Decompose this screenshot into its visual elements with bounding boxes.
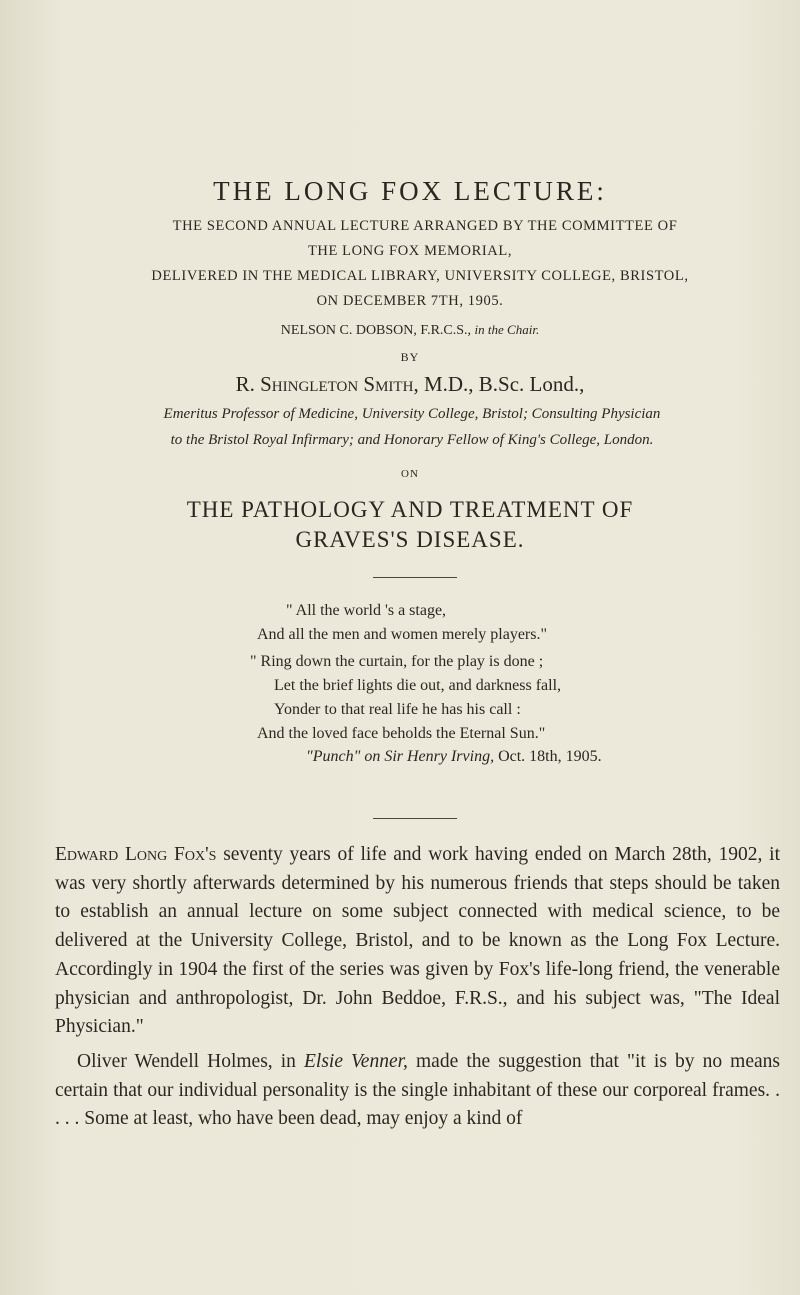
epigraph-verse-6: And the loved face beholds the Eternal Sun." [257, 725, 546, 742]
author-name-main: R. Shingleton Smith [235, 372, 414, 396]
author-degrees: , M.D., B.Sc. Lond., [413, 372, 585, 396]
epigraph-source-title: "Punch" on Sir Henry Irving, [306, 748, 495, 765]
lecture-title: THE LONG FOX LECTURE: [213, 176, 607, 206]
lecture-date: ON DECEMBER 7TH, 1905. [316, 293, 504, 309]
by-label: BY [400, 350, 420, 364]
paragraph-1-text: seventy years of life and work having ended on March 28th, 1902, it was very shortly afterwards determined by his numerous friends that steps should be taken to establish an annual lecture on some subject connected with medical science, to be delivered at the University College, Bristol, and to be known as the Long Fox Lecture. Accordingly in 1904 the first of the series was given by Fox's life-long friend, the venerable physician and anthropologist, Dr. John Beddoe, F.R.S., and his subject was, "The Ideal Physician." [55, 844, 780, 1038]
lecture-subtitle-line-2: THE LONG FOX MEMORIAL, [307, 243, 513, 259]
divider-rule-bottom [373, 818, 457, 819]
paragraph-2-text-a: Oliver Wendell Holmes, in [77, 1051, 304, 1072]
epigraph-verse-3: " Ring down the curtain, for the play is done ; [250, 653, 544, 670]
epigraph-source-date: Oct. 18th, 1905. [494, 748, 602, 765]
epigraph-verse-4: Let the brief lights die out, and darkness fall, [274, 677, 562, 694]
author-credentials-line-2: to the Bristol Royal Infirmary; and Honorary Fellow of King's College, London. [170, 432, 654, 448]
chair-line [0, 322, 800, 339]
epigraph-source [306, 748, 602, 766]
paragraph-2-text-b: made the suggestion that "it is by no means certain that our individual personality is the single inhabitant of these our corporeal frames. . . . . Some at least, who have been dead, may enjoy a kind of [55, 1051, 780, 1130]
lecture-subtitle-line-1: THE SECOND ANNUAL LECTURE ARRANGED BY THE COMMITTEE OF [172, 218, 678, 234]
paragraph-lead-words: Edward Long Fox's [55, 844, 217, 865]
author-credentials-line-1: Emeritus Professor of Medicine, University College, Bristol; Consulting Physician [163, 406, 661, 422]
lecture-subtitle-line-3: DELIVERED IN THE MEDICAL LIBRARY, UNIVERSITY COLLEGE, BRISTOL, [151, 268, 689, 284]
divider-rule-top [373, 577, 457, 578]
epigraph-verse-5: Yonder to that real life he has his call : [274, 701, 521, 718]
chair-name: NELSON C. DOBSON, F.R.C.S., [280, 323, 475, 338]
epigraph-verse-2: And all the men and women merely players." [257, 626, 547, 643]
topic-title-line-1: THE PATHOLOGY AND TREATMENT OF [186, 497, 634, 522]
chair-role: in the Chair. [474, 322, 540, 337]
body-paragraph-2 [55, 1048, 780, 1134]
topic-title-line-2: GRAVES'S DISEASE. [295, 527, 525, 552]
on-label: ON [401, 468, 419, 480]
book-title: Elsie Venner, [303, 1051, 408, 1072]
author-name [0, 372, 800, 397]
body-paragraph-1 [55, 841, 780, 1042]
epigraph-verse-1: " All the world 's a stage, [286, 602, 447, 619]
